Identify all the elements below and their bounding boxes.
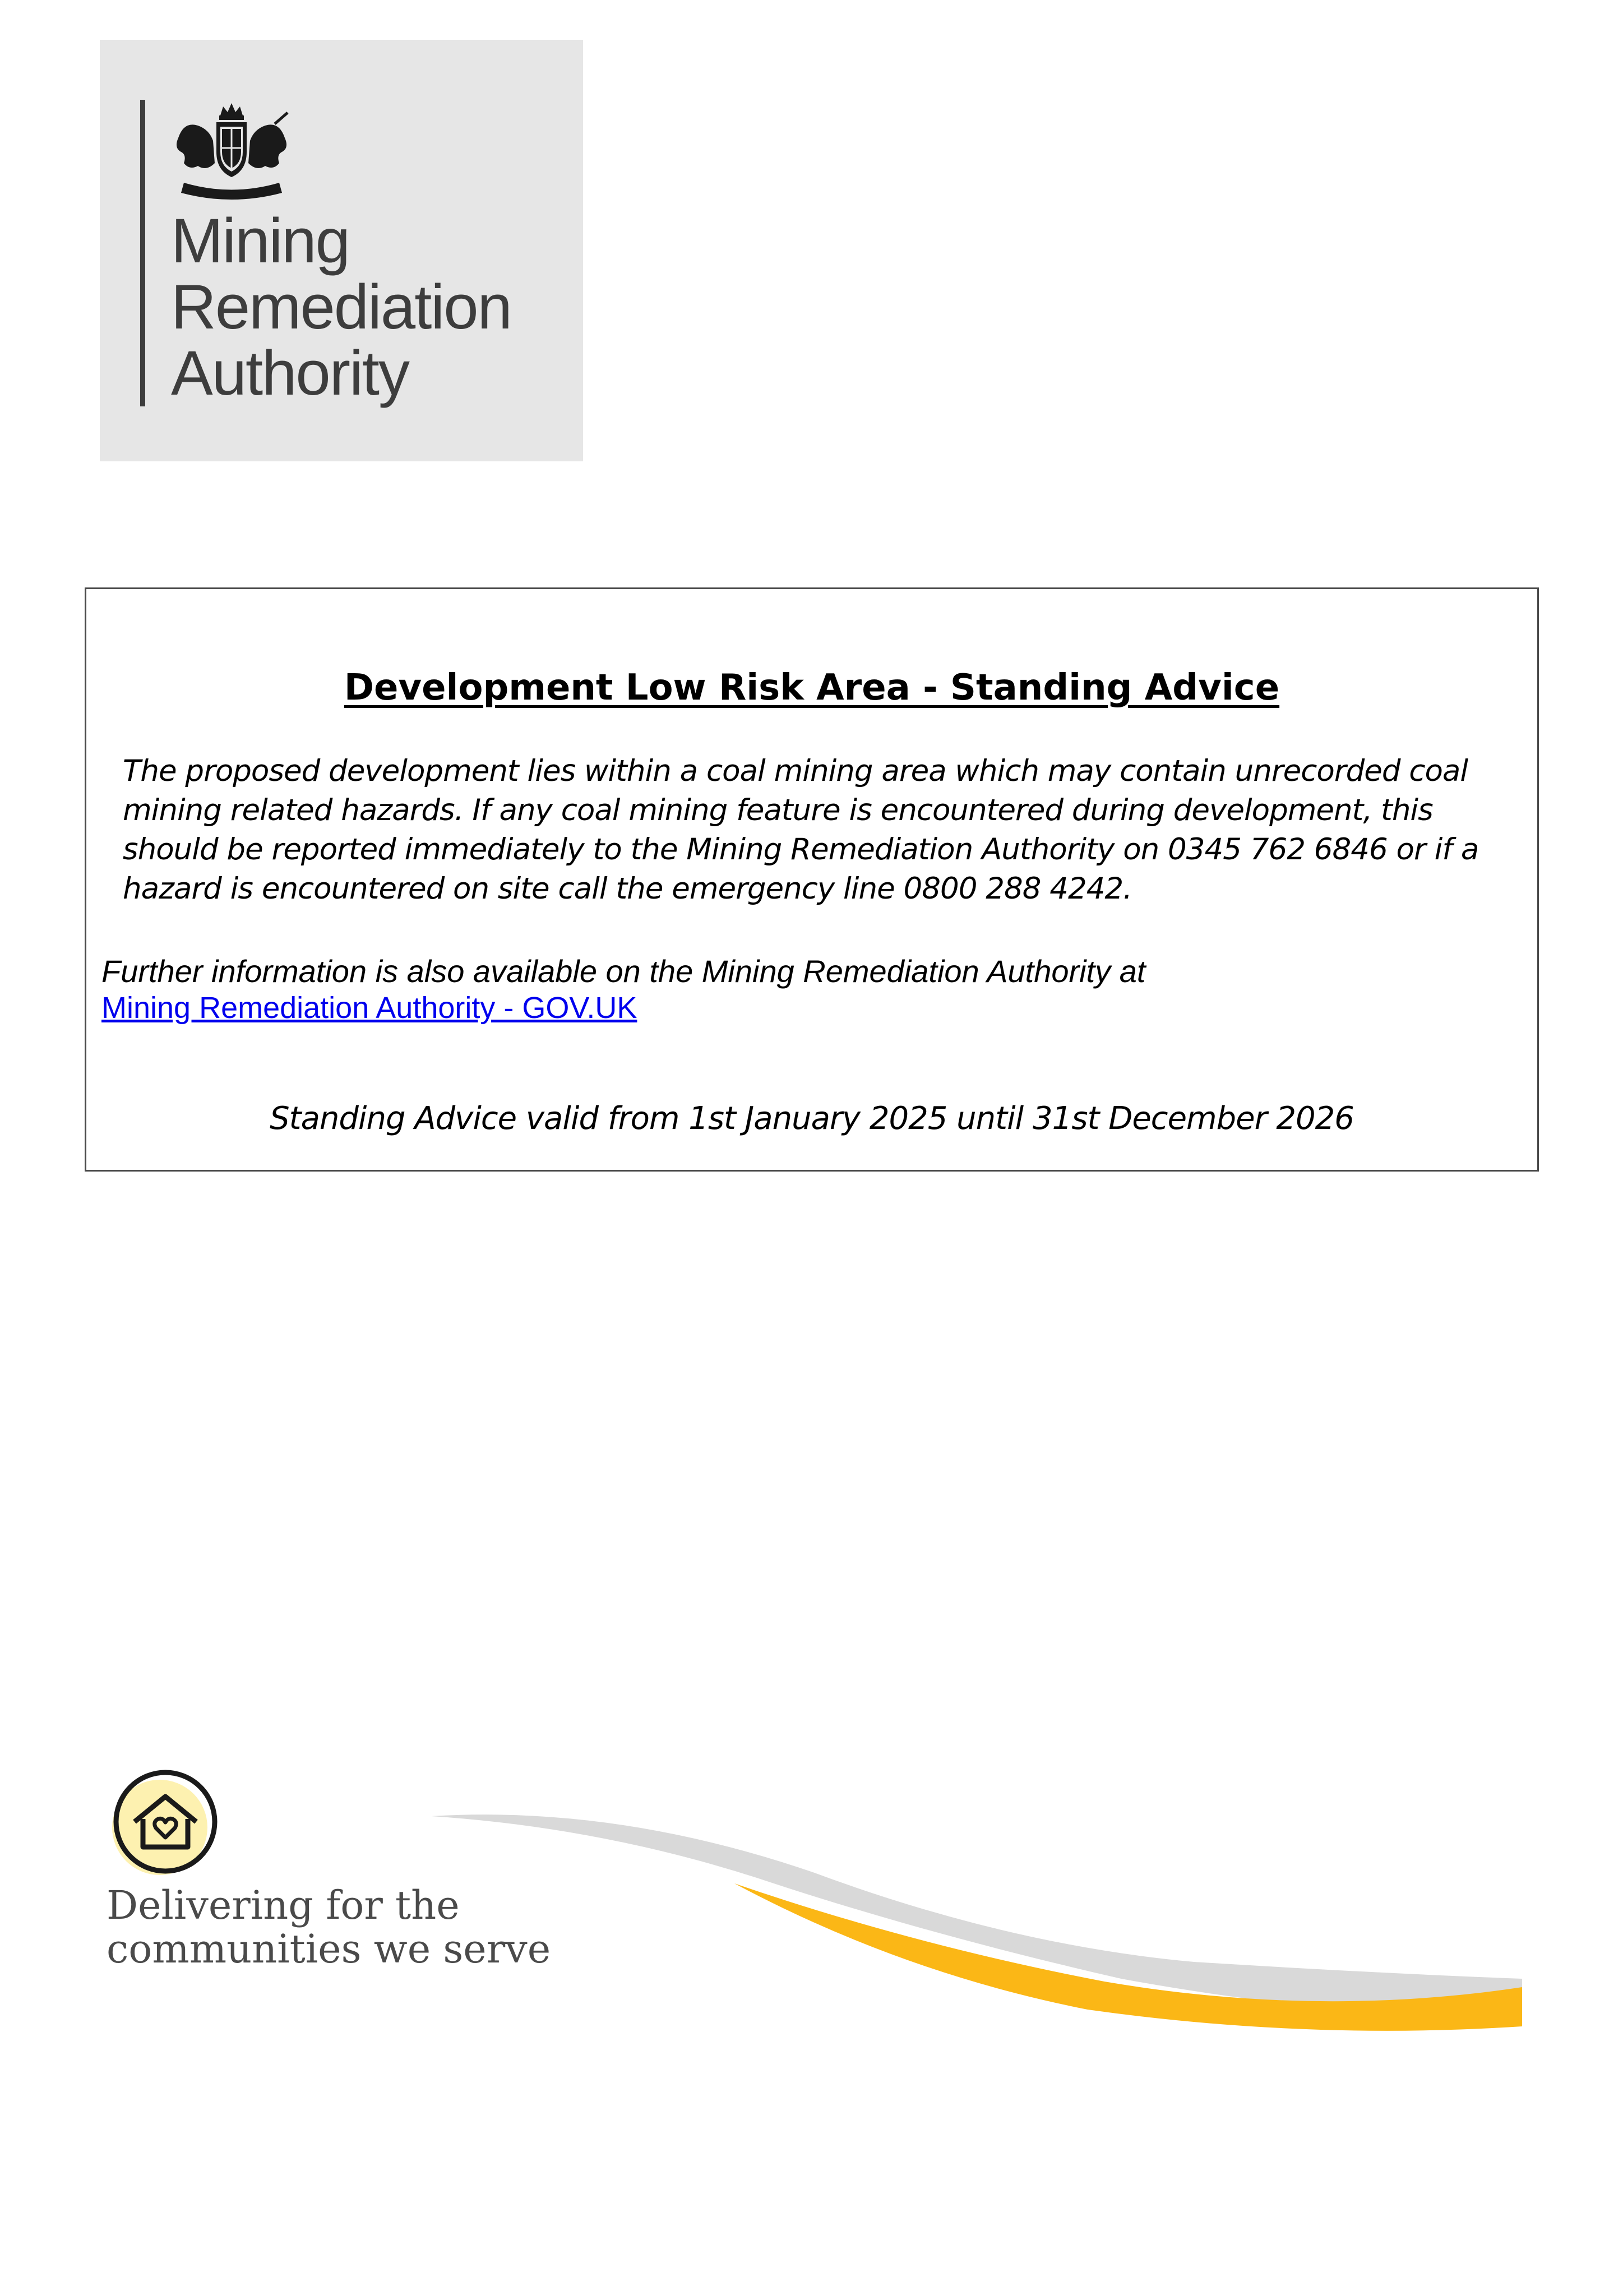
logo-line-authority: Authority bbox=[171, 338, 409, 408]
standing-advice-box bbox=[85, 587, 1539, 1172]
logo-line-remediation: Remediation bbox=[171, 272, 511, 342]
advice-title: Development Low Risk Area - Standing Advice bbox=[344, 667, 1280, 709]
tagline-line-1: Delivering for the bbox=[107, 1882, 460, 1928]
decorative-swoosh bbox=[420, 1794, 1542, 2052]
gov-uk-link[interactable]: Mining Remediation Authority - GOV.UK bbox=[101, 991, 637, 1025]
house-heart-icon bbox=[107, 1766, 224, 1878]
mra-logo bbox=[100, 40, 583, 461]
logo-wordmark bbox=[171, 208, 563, 406]
logo-divider bbox=[140, 100, 145, 406]
validity-statement: Standing Advice valid from 1st January 2025 until 31st December 2026 bbox=[270, 1100, 1354, 1137]
royal-coat-of-arms-icon bbox=[167, 99, 296, 205]
logo-line-mining: Mining bbox=[171, 206, 349, 276]
advice-body: The proposed development lies within a coal mining area which may contain unrecorded coal mining related hazards. If any coal mining feature is encountered during development, this should be reported immediately to the Mining Remediation Authority on 0345 762 6846 or if a hazard is encountered on site call the emergency line 0800 288 4242. bbox=[123, 754, 1479, 906]
tagline-line-2: communities we serve bbox=[107, 1926, 551, 1972]
further-info-text: Further information is also available on the Mining Remediation Authority at bbox=[101, 953, 1146, 989]
